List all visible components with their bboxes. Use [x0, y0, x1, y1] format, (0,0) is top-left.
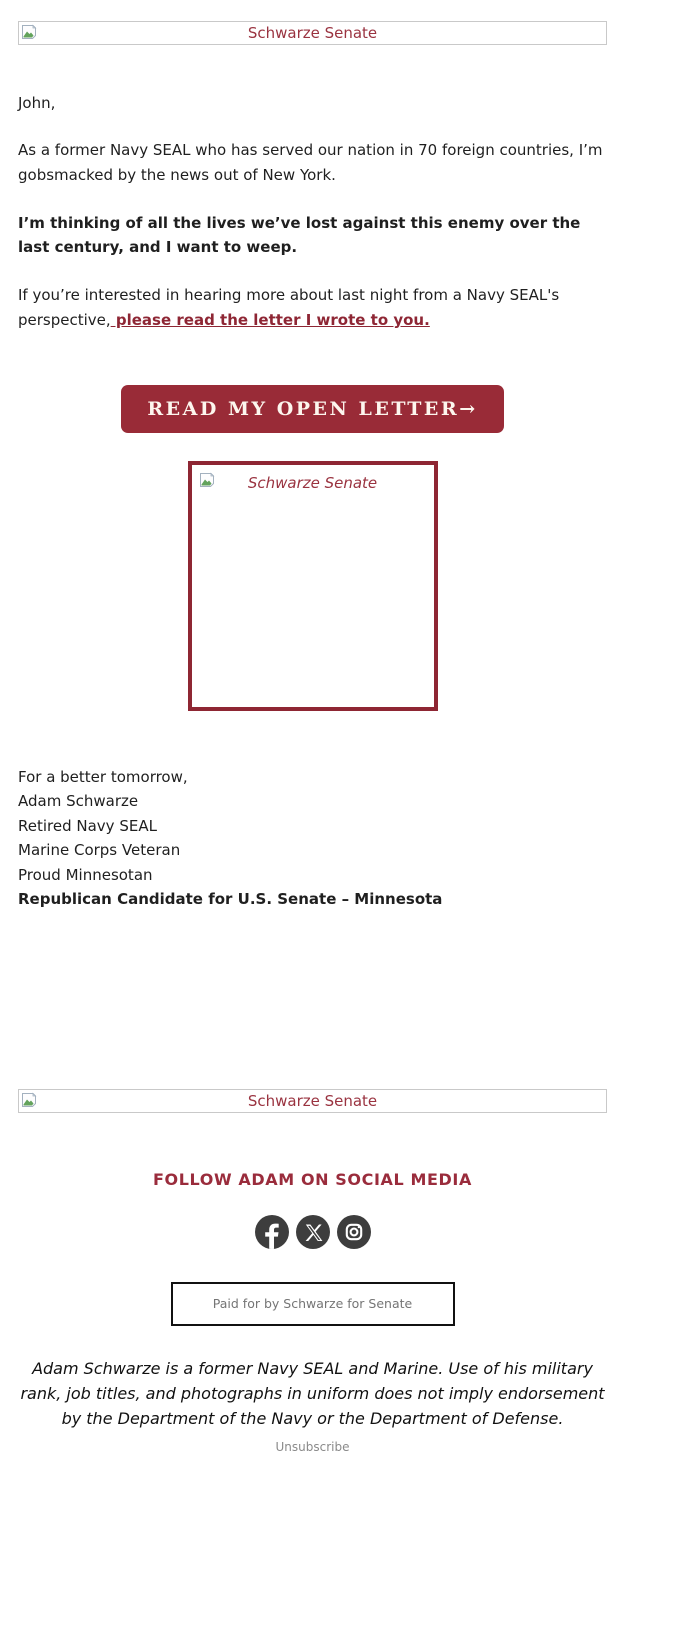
greeting-text: John, — [18, 94, 56, 112]
signature-line: For a better tomorrow, — [18, 767, 188, 786]
signature-line: Adam Schwarze — [18, 792, 139, 810]
broken-image-icon — [199, 472, 215, 492]
footer-image-placeholder[interactable] — [18, 1089, 607, 1113]
signature-line: Marine Corps Veteran — [18, 841, 181, 859]
paragraph-invitation-text: If you’re interested in hearing more about last night from a Navy SEAL's perspective, — [18, 286, 560, 329]
cta-container — [18, 385, 607, 433]
email-body — [18, 21, 607, 1454]
paid-for-text: Paid for by Schwarze for Senate — [212, 1296, 413, 1311]
paid-for-disclaimer-box — [171, 1282, 455, 1326]
paragraph-intro: As a former Navy SEAL who has served our nation in 70 foreign countries, I’m gobsmacked by the news out of New York. — [18, 141, 603, 184]
military-disclaimer-text: Adam Schwarze is a former Navy SEAL and Marine. Use of his military rank, job titles, and photographs in uniform does not imply endorsement by the Department of the Navy or the Department of Defense. — [20, 1358, 605, 1428]
read-open-letter-button[interactable]: READ MY OPEN LETTER→ — [121, 385, 503, 433]
framed-image-alt-text: Schwarze Senate — [247, 473, 378, 492]
footer-image-alt-text: Schwarze Senate — [247, 1091, 378, 1110]
social-icons-row — [18, 1215, 607, 1249]
header-image-alt-text: Schwarze Senate — [247, 24, 378, 42]
facebook-icon[interactable] — [255, 1215, 289, 1249]
paragraph-bold-statement: I’m thinking of all the lives we’ve lost against this enemy over the last century, and I want to weep. — [18, 213, 581, 257]
x-twitter-icon[interactable] — [296, 1215, 330, 1249]
follow-social-heading: FOLLOW ADAM ON SOCIAL MEDIA — [153, 1169, 472, 1189]
unsubscribe-link[interactable]: Unsubscribe — [275, 1439, 350, 1454]
read-letter-link[interactable]: please read the letter I wrote to you. — [110, 310, 430, 329]
unsubscribe-row — [18, 1440, 607, 1454]
framed-image-placeholder[interactable] — [188, 461, 438, 711]
instagram-icon[interactable] — [337, 1215, 371, 1249]
signature-line: Proud Minnesotan — [18, 865, 153, 884]
broken-image-icon — [21, 1092, 37, 1112]
signature-block — [18, 765, 607, 912]
header-image-placeholder[interactable] — [18, 21, 607, 45]
signature-line: Retired Navy SEAL — [18, 816, 157, 835]
paragraph-invitation — [18, 283, 607, 333]
broken-image-icon — [21, 24, 37, 44]
signature-candidate-line: Republican Candidate for U.S. Senate – Minnesota — [18, 890, 443, 908]
